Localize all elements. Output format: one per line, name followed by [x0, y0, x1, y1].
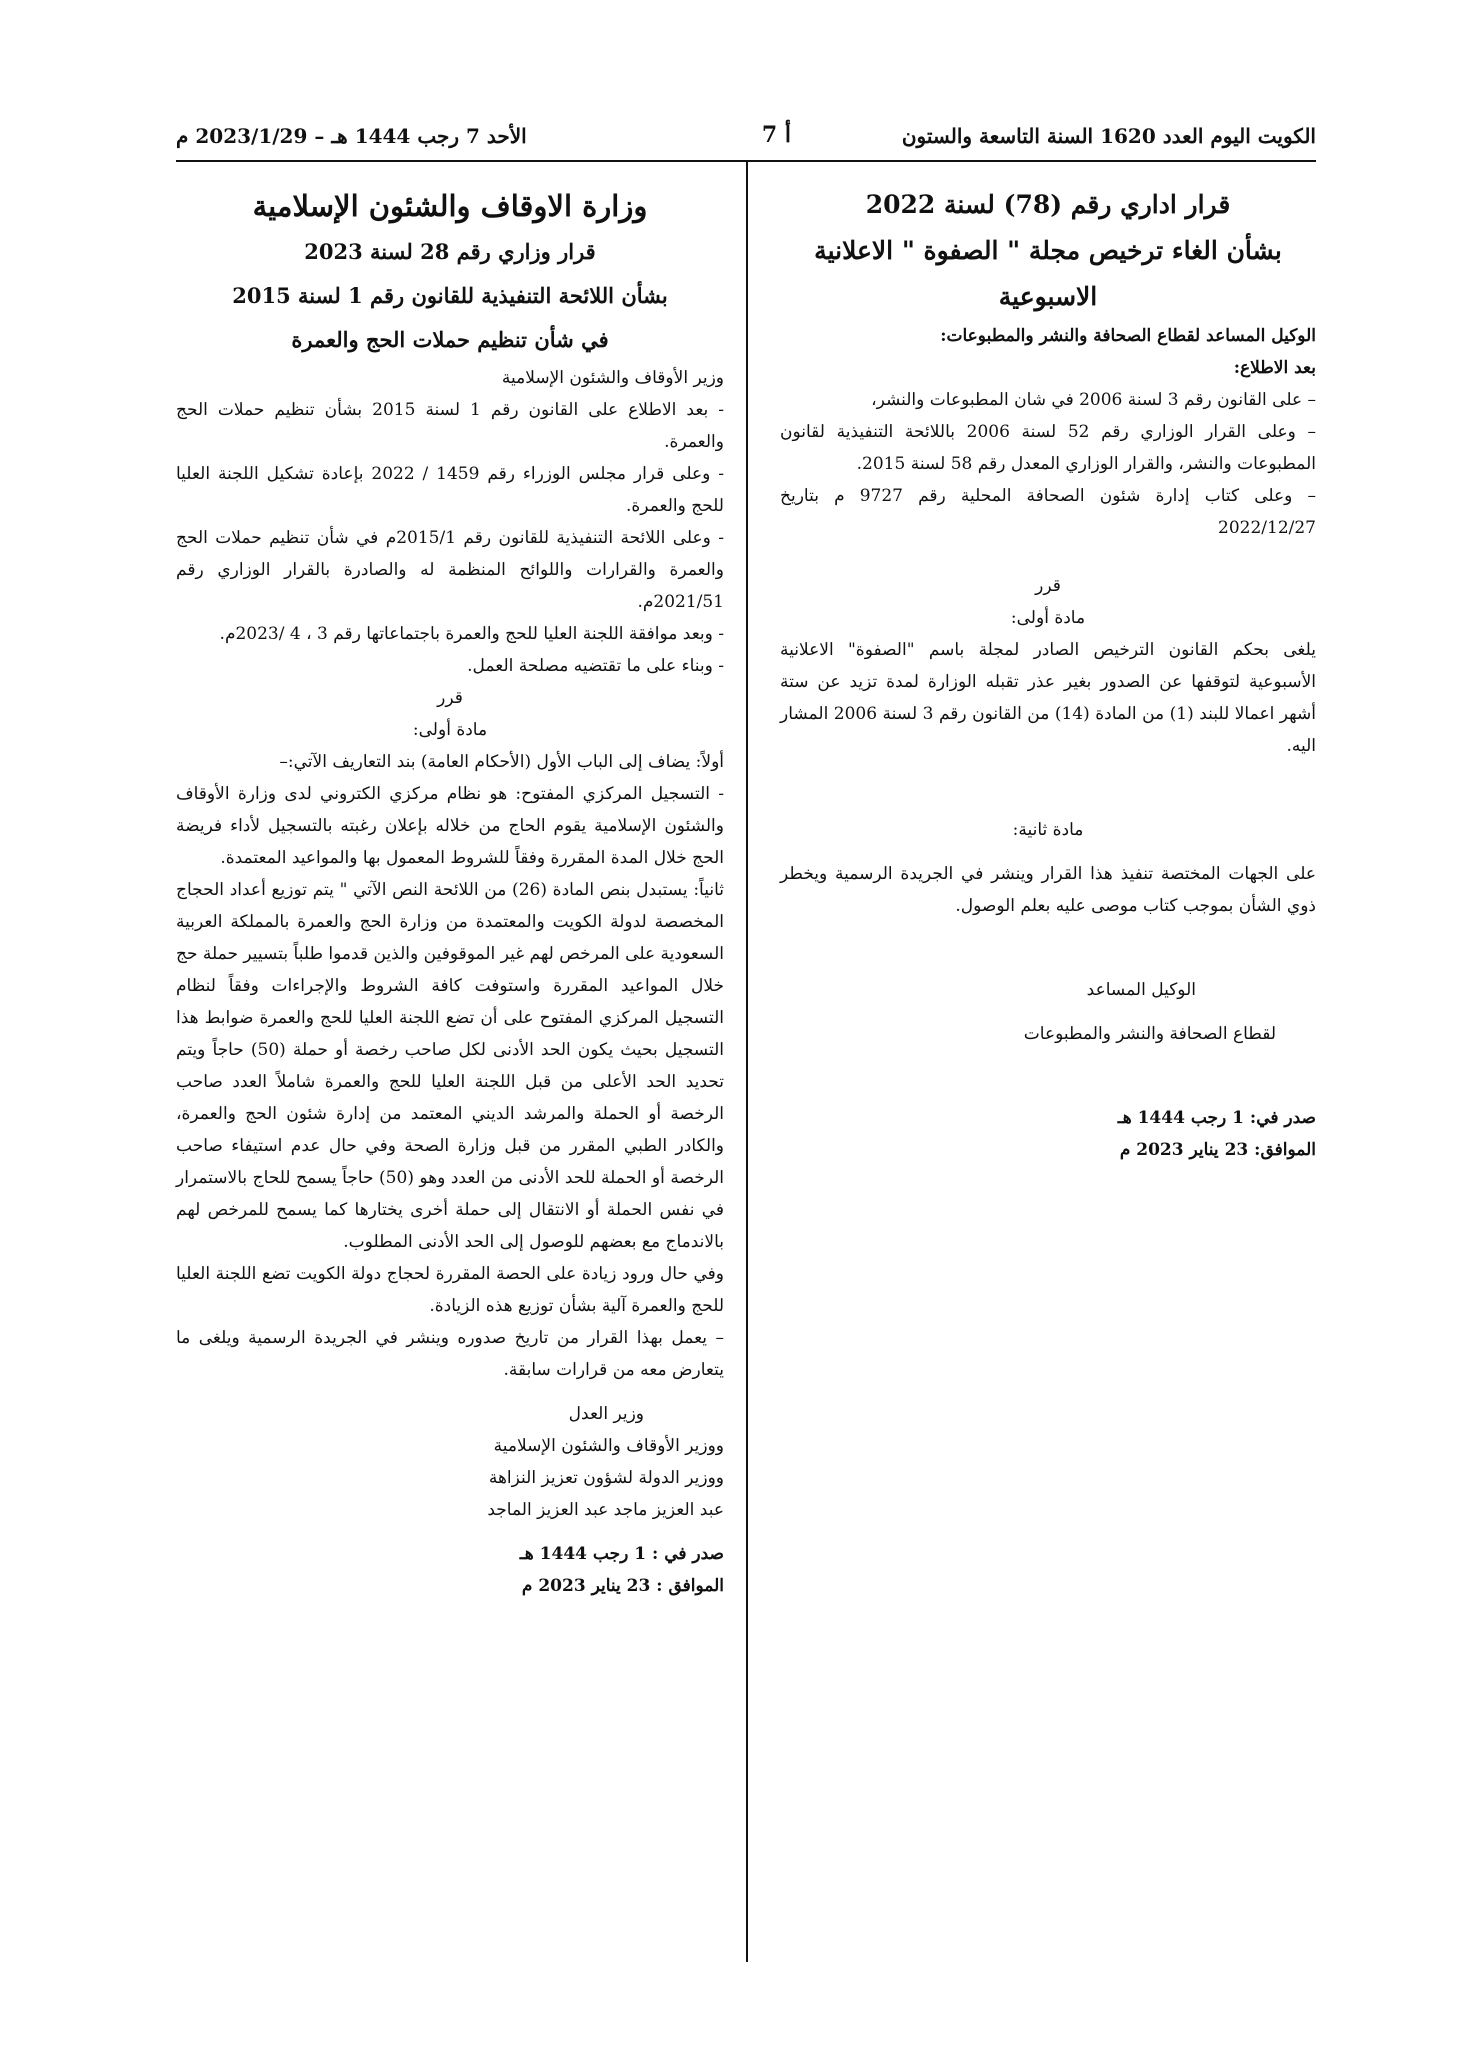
- article-2-title: مادة ثانية:: [1012, 820, 1084, 840]
- preamble-item-3: - وعلى اللائحة التنفيذية للقانون رقم 2015/1م في شأن تنظيم حملات الحج والعمرة والقرارات واللوائح المنظمة له والصادرة بالقرار الوزاري رقم 2021/51م.: [176, 528, 724, 612]
- header-date: الأحد 7 رجب 1444 هـ – 2023/1/29 م: [176, 124, 527, 148]
- page-number: أ 7: [761, 122, 791, 148]
- effective-paragraph: – يعمل بهذا القرار من تاريخ صدوره وينشر في الجريدة الرسمية ويلغى ما يتعارض معه من قرارات سابقة.: [176, 1328, 724, 1380]
- issue-info: الكويت اليوم العدد 1620 السنة التاسعة والستون: [901, 124, 1316, 148]
- decided-heading: قرر: [437, 688, 463, 708]
- after-review: بعد الاطلاع:: [1233, 358, 1316, 378]
- preamble-item-4: - وبعد موافقة اللجنة العليا للحج والعمرة باجتماعاتها رقم 3 ، 4 /2023م.: [219, 624, 724, 644]
- signature-line-3: ووزير الدولة لشؤون تعزيز النزاهة: [488, 1468, 724, 1488]
- definition-paragraph: - التسجيل المركزي المفتوح: هو نظام مركزي الكتروني لدى وزارة الأوقاف والشئون الإسلامية يقوم الحاج من خلاله بإعلان رغبته بالتسجيل لأداء فريضة الحج خلال المدة المقررة وفقاً للشروط المعمول بها والمواعيد المعتمدة.: [176, 784, 724, 868]
- article-1-text: يلغى بحكم القانون الترخيص الصادر لمجلة باسم "الصفوة" الاعلانية الأسبوعية لتوقفها عن الصدور بغير عذر تقبله الوزارة لمدة تزيد عن ستة أشهر اعمالا للبند (1) من المادة (14) من القانون رقم 3 لسنة 2006 المشار اليه.: [780, 640, 1316, 756]
- corresponding-date: الموافق: 23 يناير 2023 م: [1119, 1140, 1316, 1160]
- decision-title: قرار اداري رقم (78) لسنة 2022: [865, 190, 1231, 219]
- clause-first: أولاً: يضاف إلى الباب الأول (الأحكام العامة) بند التعاريف الآتي:–: [279, 752, 724, 772]
- left-column: [176, 182, 724, 1602]
- decision-title: قرار وزاري رقم 28 لسنة 2023: [304, 239, 596, 264]
- decision-subject: بشأن الغاء ترخيص مجلة " الصفوة " الاعلانية: [814, 236, 1282, 265]
- preamble-item-2: - وعلى قرار مجلس الوزراء رقم 1459 / 2022 بإعادة تشكيل اللجنة العليا للحج والعمرة.: [176, 464, 724, 516]
- decision-subject: بشأن اللائحة التنفيذية للقانون رقم 1 لسنة 2015: [232, 283, 668, 308]
- preamble-item-1: - بعد الاطلاع على القانون رقم 1 لسنة 2015 بشأن تنظيم حملات الحج والعمرة.: [176, 400, 725, 452]
- review-item-2: – وعلى القرار الوزاري رقم 52 لسنة 2006 باللائحة التنفيذية لقانون المطبوعات والنشر، والقرار الوزاري المعدل رقم 58 لسنة 2015.: [780, 422, 1316, 474]
- issued-date: صدر في : 1 رجب 1444 هـ: [519, 1544, 724, 1564]
- preamble-item-5: - وبناء على ما تقتضيه مصلحة العمل.: [467, 656, 724, 676]
- increase-paragraph: وفي حال ورود زيادة على الحصة المقررة لحجاج دولة الكويت تضع اللجنة العليا للحج والعمرة آلية بشأن توزيع هذه الزيادة.: [176, 1264, 724, 1316]
- signature-line-1: وزير العدل: [568, 1404, 644, 1424]
- right-column: [780, 182, 1316, 1166]
- page-header: [176, 120, 1316, 160]
- decision-subject-cont: الاسبوعية: [998, 282, 1098, 311]
- article-1-title: مادة أولى:: [412, 720, 488, 740]
- minister-line: وزير الأوقاف والشئون الإسلامية: [501, 368, 724, 388]
- clause-second: ثانياً: يستبدل بنص المادة (26) من اللائحة النص الآتي " يتم توزيع أعداد الحجاج المخصصة لدولة الكويت والمعتمدة من وزارة الحج والعمرة بالمملكة العربية السعودية على المرخص لهم غير الموقوفين والذين قدموا طلباً بتسيير حملة حج خلال المواعيد المقررة واستوفت كافة الشروط والإجراءات وفقاً لنظام التسجيل المركزي المفتوح على أن تضع اللجنة العليا للحج والعمرة ضوابط هذا التسجيل بحيث يكون الحد الأدنى لكل صاحب رخصة أو حملة (50) حاجاً ويتم تحديد الحد الأعلى من قبل اللجنة العليا للحج والعمرة شاملاً العدد صاحب الرخصة أو الحملة والمرشد الديني المعتمد من إدارة شئون الحج والعمرة، والكادر الطبي المقرر من قبل وزارة الصحة وفي حال عدم استيفاء صاحب الرخصة أو الحملة للحد الأدنى من العدد وهو (50) حاجاً يسمح للحاج بالاستمرار في نفس الحملة أو الانتقال إلى حملة أخرى يختارها كما يسمح للمرخص لهم بالاندماج مع بعضهم للوصول إلى الحد الأدنى المطلوب.: [176, 880, 725, 1252]
- signatory-dept: لقطاع الصحافة والنشر والمطبوعات: [1023, 1024, 1276, 1044]
- issuer-line: الوكيل المساعد لقطاع الصحافة والنشر والمطبوعات:: [940, 326, 1316, 346]
- corresponding-date: الموافق : 23 يناير 2023 م: [521, 1576, 724, 1596]
- decision-subject-cont: في شأن تنظيم حملات الحج والعمرة: [291, 327, 609, 352]
- decided-heading: قرر: [1035, 576, 1061, 596]
- article-1-title: مادة أولى:: [1010, 608, 1086, 628]
- issued-date: صدر في: 1 رجب 1444 هـ: [1117, 1108, 1316, 1128]
- column-divider: [746, 162, 748, 1962]
- article-2-text: على الجهات المختصة تنفيذ هذا القرار وينشر في الجريدة الرسمية ويخطر ذوي الشأن بموجب كتاب موصى عليه بعلم الوصول.: [780, 864, 1316, 916]
- signatory-title: الوكيل المساعد: [1086, 980, 1196, 1000]
- signature-line-2: ووزير الأوقاف والشئون الإسلامية: [493, 1436, 724, 1456]
- review-item-3: – وعلى كتاب إدارة شئون الصحافة المحلية رقم 9727 م بتاريخ 2022/12/27: [780, 486, 1316, 538]
- ministry-title: وزارة الاوقاف والشئون الإسلامية: [252, 189, 648, 223]
- review-item-1: – على القانون رقم 3 لسنة 2006 في شان المطبوعات والنشر،: [871, 390, 1316, 410]
- signature-line-4: عبد العزيز ماجد عبد العزيز الماجد: [487, 1500, 724, 1520]
